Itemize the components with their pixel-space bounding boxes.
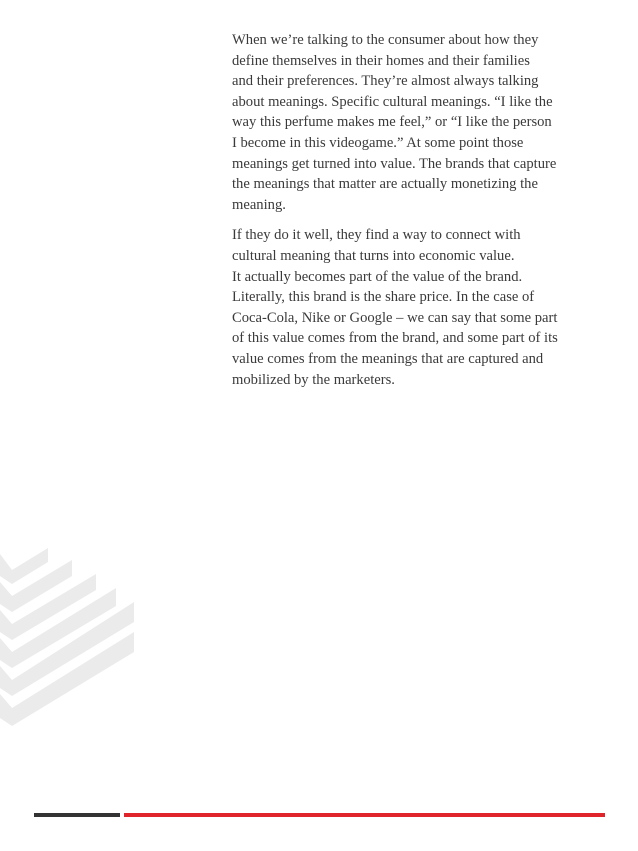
- footer-rule-accent: [124, 813, 605, 817]
- stacked-chevrons-icon: [0, 548, 140, 748]
- body-text: [232, 30, 607, 400]
- footer-rule-dark: [34, 813, 120, 817]
- paragraph-1: When we’re talking to the consumer about how they define themselves in their homes and their families and their preferences. They’re almost always talking about meanings. Specific cultural meanings. “I like the way this perfume makes me feel,” or “I like the person I become in this videogame.” At some point those meanings get turned into value. The brands that capture the meanings that matter are actually monetizing the meaning.: [232, 32, 557, 213]
- chevron-band-1: [0, 548, 48, 584]
- paragraph-2: If they do it well, they find a way to connect with cultural meaning that turns into economic value. It actually becomes part of the value of the brand. Literally, this brand is the share price. In the case of Coca-Cola, Nike or Google – we can say that some part of this value comes from the brand, and some part of its value comes from the meanings that are captured and mobilized by the marketers.: [232, 227, 558, 388]
- chevron-stack: [0, 548, 134, 726]
